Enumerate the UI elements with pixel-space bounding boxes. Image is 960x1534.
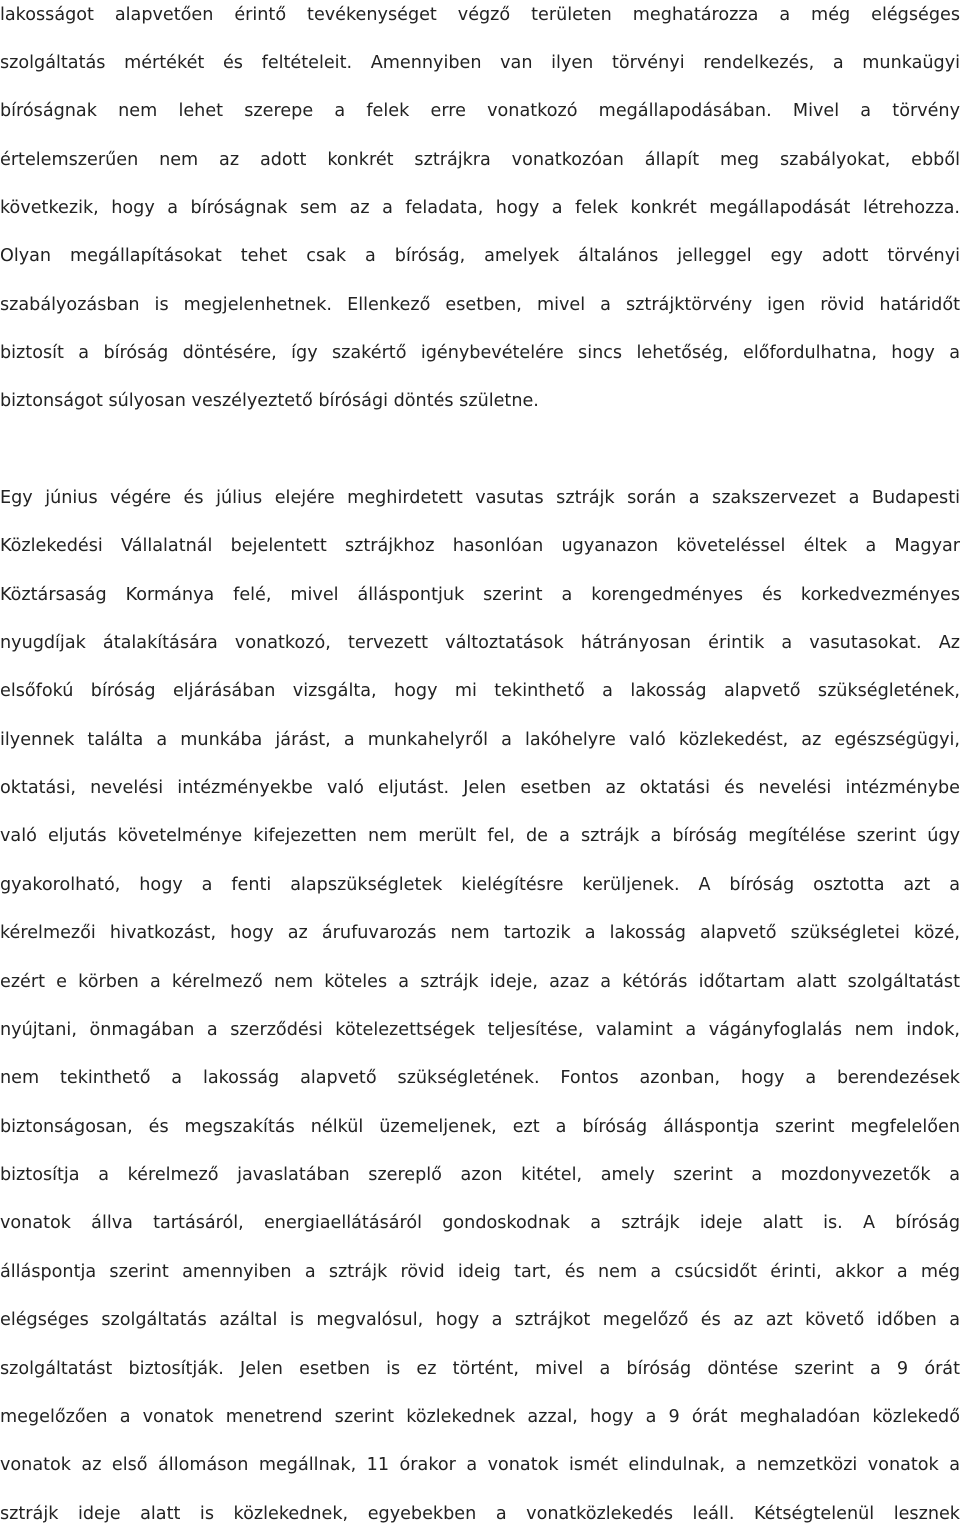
text-line: vonatok állva tartásáról, energiaellátásáról gondoskodnak a sztrájk ideje alatt is. A bíróság [0, 1213, 960, 1233]
text-line: szolgáltatás mértékét és feltételeit. Amennyiben van ilyen törvényi rendelkezés, a munkaügyi [0, 53, 960, 73]
text-line: gyakorolható, hogy a fenti alapszükségletek kielégítésre kerüljenek. A bíróság osztotta azt a [0, 875, 960, 895]
text-line: megelőzően a vonatok menetrend szerint közlekednek azzal, hogy a 9 órát meghaladóan közlekedő [0, 1407, 960, 1427]
text-line: nyújtani, önmagában a szerződési kötelezettségek teljesítése, valamint a vágányfoglalás nem indok, [0, 1020, 960, 1040]
text-line: szabályozásban is megjelenhetnek. Ellenkező esetben, mivel a sztrájktörvény igen rövid határidőt [0, 295, 960, 315]
text-line: ilyennek találta a munkába járást, a munkahelyről a lakóhelyre való közlekedést, az egészségügyi, [0, 730, 960, 750]
text-line: kérelmezői hivatkozást, hogy az árufuvarozás nem tartozik a lakosság alapvető szükségletei közé, [0, 923, 960, 943]
text-line: bíróságnak nem lehet szerepe a felek erre vonatkozó megállapodásában. Mivel a törvény [0, 101, 960, 121]
text-line: Köztársaság Kormánya felé, mivel álláspontjuk szerint a korengedményes és korkedvezményes [0, 585, 960, 605]
text-line: való eljutás követelménye kifejezetten nem merült fel, de a sztrájk a bíróság megítélése szerint úgy [0, 826, 960, 846]
text-line: sztrájk ideje alatt is közlekednek, egyebekben a vonatközlekedés leáll. Kétségtelenül lesznek [0, 1504, 960, 1524]
text-line: következik, hogy a bíróságnak sem az a feladata, hogy a felek konkrét megállapodását létrehozza. [0, 198, 960, 218]
text-line: szolgáltatást biztosítják. Jelen esetben is ez történt, mivel a bíróság döntése szerint a 9 órát [0, 1359, 960, 1379]
text-line: vonatok az első állomáson megállnak, 11 órakor a vonatok ismét elindulnak, a nemzetközi vonatok a [0, 1455, 960, 1475]
text-line: Olyan megállapításokat tehet csak a bíróság, amelyek általános jelleggel egy adott törvényi [0, 246, 960, 266]
text-line: értelemszerűen nem az adott konkrét sztrájkra vonatkozóan állapít meg szabályokat, ebből [0, 150, 960, 170]
text-line: Közlekedési Vállalatnál bejelentett sztrájkhoz hasonlóan ugyanazon követeléssel éltek a Magyar [0, 536, 960, 556]
text-line: biztonságosan, és megszakítás nélkül üzemeljenek, ezt a bíróság álláspontja szerint megfelelően [0, 1117, 960, 1137]
text-line: elsőfokú bíróság eljárásában vizsgálta, hogy mi tekinthető a lakosság alapvető szükségletének, [0, 681, 960, 701]
text-line: oktatási, nevelési intézményekbe való eljutást. Jelen esetben az oktatási és nevelési intézménybe [0, 778, 960, 798]
text-line: nyugdíjak átalakítására vonatkozó, tervezett változtatások hátrányosan érintik a vasutasokat. Az [0, 633, 960, 653]
text-line: álláspontja szerint amennyiben a sztrájk rövid ideig tart, és nem a csúcsidőt érinti, akkor a még [0, 1262, 960, 1282]
text-line: elégséges szolgáltatás azáltal is megvalósul, hogy a sztrájkot megelőző és az azt követő időben a [0, 1310, 960, 1330]
text-line: nem tekinthető a lakosság alapvető szükségletének. Fontos azonban, hogy a berendezések [0, 1068, 960, 1088]
text-line: Egy június végére és július elejére meghirdetett vasutas sztrájk során a szakszervezet a Budapesti [0, 488, 960, 508]
text-line: biztonságot súlyosan veszélyeztető bírósági döntés születne. [0, 391, 539, 411]
text-line: ezért e körben a kérelmező nem köteles a sztrájk ideje, azaz a kétórás időtartam alatt szolgáltatást [0, 972, 960, 992]
text-line: biztosítja a kérelmező javaslatában szereplő azon kitétel, amely szerint a mozdonyvezetők a [0, 1165, 960, 1185]
text-line: biztosít a bíróság döntésére, így szakértő igénybevételére sincs lehetőség, előfordulhatna, hogy a [0, 343, 960, 363]
text-line: lakosságot alapvetően érintő tevékenységet végző területen meghatározza a még elégséges [0, 5, 960, 25]
